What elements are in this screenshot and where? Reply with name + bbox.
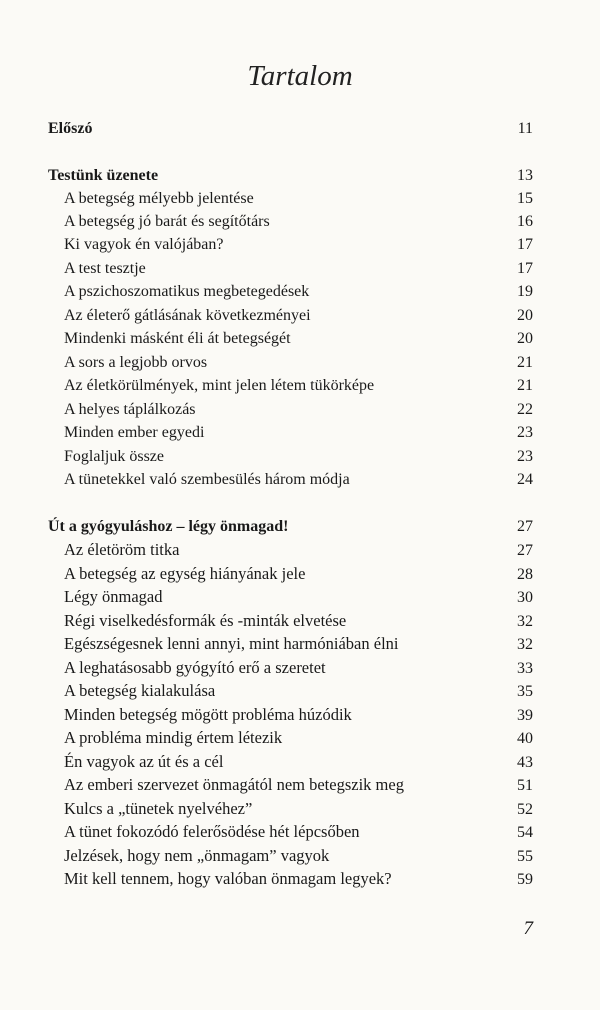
toc-entry [48,562,533,585]
toc-page-number: 24 [517,471,533,488]
toc-page-number: 39 [517,707,533,724]
toc-entry-label: Minden ember egyedi [64,424,205,441]
toc-page-number: 13 [517,167,533,184]
toc-entry-label: A betegség kialakulása [64,681,216,700]
toc-heading-testunk-uzenete [48,164,533,187]
toc-page-number: 43 [517,754,533,771]
toc-entry [48,609,533,632]
toc-entry-label: A betegség mélyebb jelentése [64,190,254,207]
toc-entry-label: A test tesztje [64,260,146,277]
toc-entry-label: A betegség jó barát és segítőtárs [64,213,270,230]
toc-entry-label: Foglaljuk össze [64,448,164,465]
toc-entry-label: A tünetekkel való szembesülés három módja [64,471,350,488]
toc-page-number: 32 [517,636,533,653]
toc-heading-label: Előszó [48,120,93,137]
toc-entry [48,445,533,468]
toc-entry [48,351,533,374]
toc-entry [48,703,533,726]
toc-page-number: 22 [517,401,533,418]
toc-entry-label: A sors a legjobb orvos [64,354,208,371]
toc-entry [48,585,533,608]
toc-entry-label: Régi viselkedésformák és -minták elvetése [64,611,347,630]
toc-entry [48,280,533,303]
toc-page-number: 17 [517,236,533,253]
toc-entry [48,773,533,796]
toc-entry [48,632,533,655]
toc-entry [48,233,533,256]
toc-page-number: 11 [517,120,533,137]
toc-entry-label: Jelzések, hogy nem „önmagam” vagyok [64,846,330,865]
toc-page-number: 27 [517,518,533,535]
toc-entry-label: A betegség az egység hiányának jele [64,564,306,583]
toc-entry [48,820,533,843]
toc-page-number: 30 [517,589,533,606]
toc-entry [48,374,533,397]
toc-entry [48,304,533,327]
toc-page-number: 16 [517,213,533,230]
toc-page-number: 20 [517,330,533,347]
toc-entry [48,187,533,210]
toc-entry-label: Az emberi szervezet önmagától nem betegszik meg [64,775,404,794]
toc-entry [48,538,533,561]
toc-entry-label: Az életöröm titka [64,540,180,559]
toc-entry [48,327,533,350]
toc-page-number: 23 [517,448,533,465]
toc-page-number: 15 [517,190,533,207]
toc-entry-label: Az életerő gátlásának következményei [64,307,311,324]
toc-page-number: 35 [517,683,533,700]
toc-entry [48,656,533,679]
toc-entry-label: Minden betegség mögött probléma húzódik [64,705,352,724]
toc-entry-label: A pszichoszomatikus megbetegedések [64,283,310,300]
toc-entry-label: Mindenki másként éli át betegségét [64,330,291,347]
toc-entry-label: A helyes táplálkozás [64,401,196,418]
toc-entry [48,257,533,280]
toc-page-number: 20 [517,307,533,324]
toc-entry-label: A probléma mindig értem létezik [64,728,283,747]
toc-entry [48,844,533,867]
toc-page-number: 21 [517,354,533,371]
toc-page-number: 28 [517,566,533,583]
toc-entry [48,468,533,491]
toc-page-number: 27 [517,542,533,559]
toc-page-number: 33 [517,660,533,677]
toc-page-number: 40 [517,730,533,747]
toc-page-number: 17 [517,260,533,277]
toc-entry-label: Mit kell tennem, hogy valóban önmagam legyek? [64,869,392,888]
toc-page-number: 52 [517,801,533,818]
toc-page-number: 21 [517,377,533,394]
toc-entry-label: Ki vagyok én valójában? [64,236,224,253]
toc-entry [48,726,533,749]
toc-entry [48,679,533,702]
toc-page-number: 59 [517,871,533,888]
toc-entry-label: A leghatásosabb gyógyító erő a szeretet [64,658,326,677]
toc-entry [48,421,533,444]
toc-page-number: 54 [517,824,533,841]
toc-heading-label: Út a gyógyuláshoz – légy önmagad! [48,518,289,535]
toc-entry-label: A tünet fokozódó felerősödése hét lépcsőben [64,822,360,841]
toc-heading-ut-a-gyogyulashoz [48,515,533,538]
page-title: Tartalom [247,60,353,92]
toc-entry [48,210,533,233]
toc-entry [48,398,533,421]
page-number: 7 [523,918,533,939]
toc-page-number: 19 [517,283,533,300]
toc-page-number: 55 [517,848,533,865]
toc-entry-label: Légy önmagad [64,587,163,606]
toc-entry-label: Kulcs a „tünetek nyelvéhez” [64,799,253,818]
toc-page-number: 23 [517,424,533,441]
toc-page-number: 32 [517,613,533,630]
toc-heading-label: Testünk üzenete [48,167,159,184]
toc-entry-label: Egészségesnek lenni annyi, mint harmóniában élni [64,634,399,653]
toc-page-number: 51 [517,777,533,794]
toc-entry [48,750,533,773]
toc-entry-label: Én vagyok az út és a cél [64,752,224,771]
toc-entry-label: Az életkörülmények, mint jelen létem tükörképe [64,377,375,394]
toc-heading-eloszo [48,117,533,140]
toc-entry [48,797,533,820]
toc-entry [48,867,533,890]
